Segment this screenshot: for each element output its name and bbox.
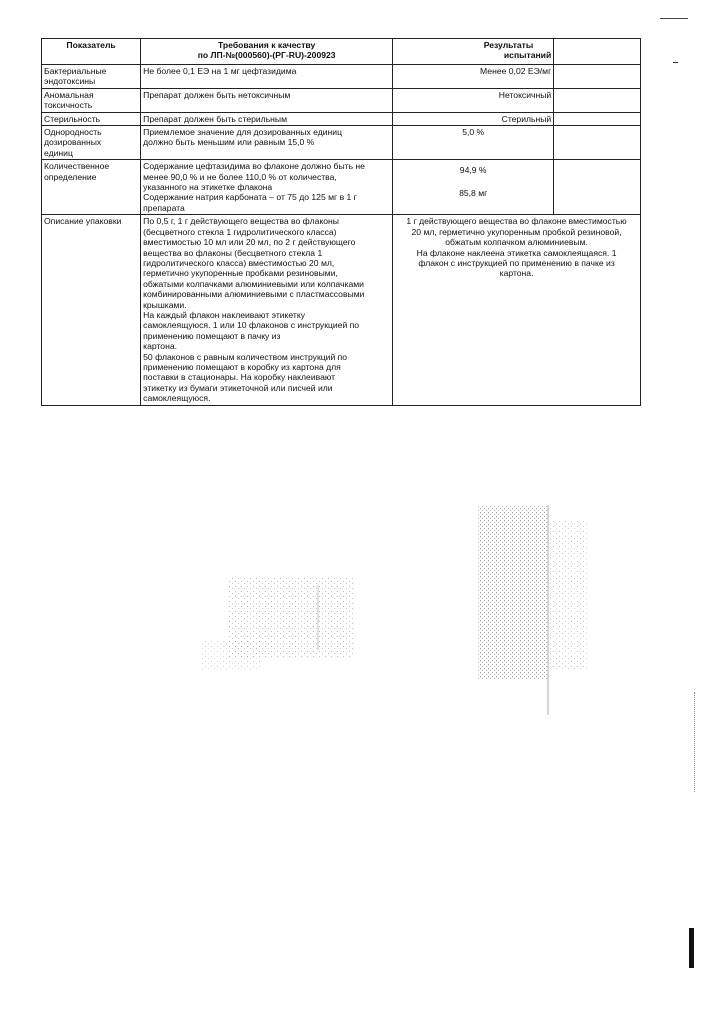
quality-results-table <box>41 38 641 406</box>
row-requirement: Приемлемое значение для дозированных единиц должно быть меньшим или равным 15,0 % <box>141 126 393 160</box>
row-result: Стерильный <box>393 112 554 125</box>
row-requirement: Содержание цефтазидима во флаконе должно быть не менее 90,0 % и не более 110,0 % от количества, указанного на этикетке флакона Содержание натрия карбоната – от 75 до 125 мг в 1 г препарата <box>141 160 393 215</box>
row-indicator: Аномальная токсичность <box>42 88 141 112</box>
table-row <box>42 112 641 125</box>
header-requirements: Требования к качеству по ЛП-№(000560)-(РГ-RU)-200923 <box>141 39 393 65</box>
row-blank <box>554 88 641 112</box>
scan-mark-line <box>660 18 688 19</box>
scan-noise-patch <box>200 640 260 670</box>
table-row <box>42 65 641 89</box>
scan-noise-patch <box>548 520 588 670</box>
row-result: Нетоксичный <box>393 88 554 112</box>
row-result: 94,9 % 85,8 мг <box>393 160 554 215</box>
row-blank <box>554 126 641 160</box>
scan-edge-mark <box>689 928 694 968</box>
row-result: 1 г действующего вещества во флаконе вместимостью 20 мл, герметично укупоренным пробкой резиновой, обжатым колпачком алюминиевым. На флаконе наклеена этикетка самоклеящаяся. 1 флакон с инструкцией по применению в пачке из картона. <box>393 215 641 405</box>
scan-edge-artifact <box>694 692 696 792</box>
row-result: 5,0 % <box>393 126 554 160</box>
row-result: Менее 0,02 ЕЭ/мг <box>393 65 554 89</box>
table-row <box>42 126 641 160</box>
row-requirement: Не более 0,1 ЕЭ на 1 мг цефтазидима <box>141 65 393 89</box>
row-requirement: Препарат должен быть нетоксичным <box>141 88 393 112</box>
row-indicator: Бактериальные эндотоксины <box>42 65 141 89</box>
table-row <box>42 215 641 405</box>
row-blank <box>554 65 641 89</box>
row-requirement: Препарат должен быть стерильным <box>141 112 393 125</box>
row-indicator: Стерильность <box>42 112 141 125</box>
header-results: Результаты испытаний <box>393 39 554 65</box>
scan-noise-patch <box>228 578 353 658</box>
table-header-row <box>42 39 641 65</box>
scan-noise-patch <box>478 505 548 680</box>
row-requirement: По 0,5 г, 1 г действующего вещества во флаконы (бесцветного стекла 1 гидролитического класса) вместимостью 10 мл или 20 мл, по 2 г действующего вещества во флаконы (бесцветного стекла 1 гидролитического класса) вместимостью 20 мл, герметично укупоренные пробками резиновыми, обжатыми колпачками алюминиевыми или колпачками комбинированными алюминиевыми с пластмассовыми крышками. На каждый флакон наклеивают этикетку самоклеящуюся. 1 или 10 флаконов с инструкцией по применению помещают в пачку из картона. 50 флаконов с равным количеством инструкций по применению помещают в коробку из картона для поставки в стационары. На коробку наклеивают этикетку из бумаги этикеточной или писчей или самоклеящуюся. <box>141 215 393 405</box>
table-row <box>42 160 641 215</box>
header-indicator: Показатель <box>42 39 141 65</box>
table-row <box>42 88 641 112</box>
row-blank <box>554 112 641 125</box>
row-indicator: Количественное определение <box>42 160 141 215</box>
row-indicator: Однородность дозированных единиц <box>42 126 141 160</box>
header-blank <box>554 39 641 65</box>
scan-mark-dash <box>673 62 678 63</box>
row-indicator: Описание упаковки <box>42 215 141 405</box>
row-blank <box>554 160 641 215</box>
